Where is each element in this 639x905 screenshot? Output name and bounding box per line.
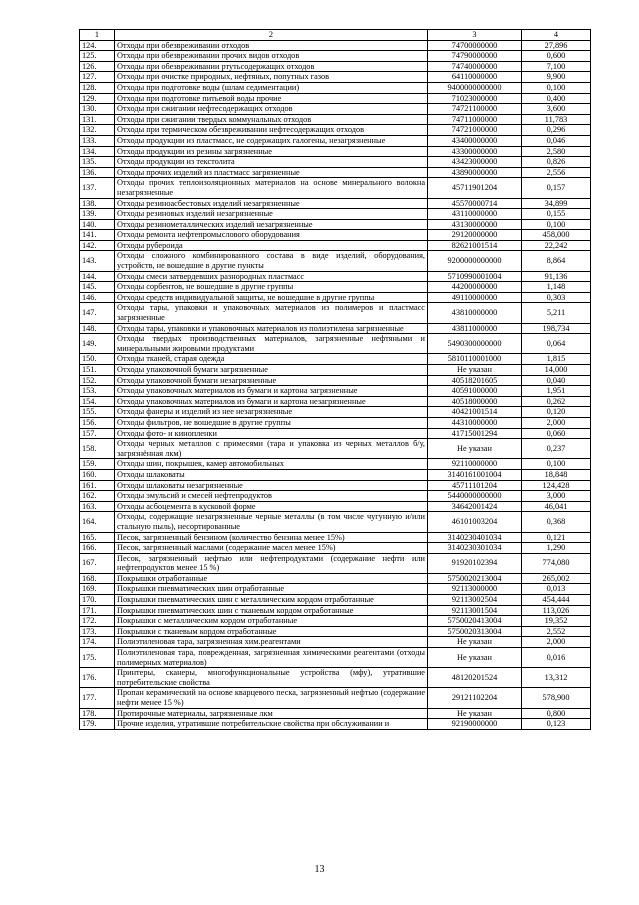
waste-name: Отходы тары, упаковки и упаковочных материалов из полимеров и пластмасс загрязненные	[115, 303, 428, 323]
row-number: 169.	[80, 584, 115, 595]
waste-name: Отходы фанеры и изделий из нее незагрязненные	[115, 407, 428, 418]
waste-name: Отходы при обезвреживании прочих видов отходов	[115, 51, 428, 62]
waste-amount: 0,296	[522, 125, 591, 136]
table-row	[80, 167, 591, 178]
table-row	[80, 230, 591, 241]
table-row	[80, 178, 591, 198]
waste-code: 43110000000	[428, 209, 522, 220]
waste-name: Отходы резинометаллических изделий незагрязненные	[115, 219, 428, 230]
row-number: 139.	[80, 209, 115, 220]
table-row	[80, 386, 591, 397]
waste-name: Покрышки с металлическим кордом отработанные	[115, 616, 428, 627]
waste-amount: 0,826	[522, 157, 591, 168]
waste-code: 74790000000	[428, 51, 522, 62]
waste-code: 43400000000	[428, 135, 522, 146]
table-row	[80, 219, 591, 230]
waste-code: 29121102204	[428, 688, 522, 708]
waste-code: 45711101204	[428, 480, 522, 491]
waste-code: 91920102394	[428, 553, 522, 573]
waste-name: Отходы прочих изделий из пластмасс загрязненные	[115, 167, 428, 178]
waste-amount: 27,896	[522, 40, 591, 51]
waste-name: Отходы тары, упаковки и упаковочных материалов из полиэтилена загрязненные	[115, 323, 428, 334]
table-row	[80, 61, 591, 72]
waste-amount: 0,120	[522, 407, 591, 418]
table-row	[80, 428, 591, 439]
waste-code: 43130000000	[428, 219, 522, 230]
waste-amount: 2,552	[522, 626, 591, 637]
waste-amount: 3,600	[522, 104, 591, 115]
column-number-row	[80, 30, 591, 41]
waste-code: 41715001294	[428, 428, 522, 439]
waste-code: 48120201524	[428, 668, 522, 688]
table-row	[80, 719, 591, 730]
waste-name: Отходы упаковочных материалов из бумаги и картона незагрязненные	[115, 396, 428, 407]
waste-code: 40421001514	[428, 407, 522, 418]
waste-amount: 0,100	[522, 219, 591, 230]
waste-code: 5810110001000	[428, 354, 522, 365]
table-row	[80, 72, 591, 83]
column-number: 2	[115, 30, 428, 41]
table-row	[80, 240, 591, 251]
waste-amount: 0,800	[522, 708, 591, 719]
waste-name: Отходы смеси затвердевших разнородных пластмасс	[115, 271, 428, 282]
table-row	[80, 469, 591, 480]
waste-amount: 454,444	[522, 595, 591, 606]
waste-name: Отходы при сжигании твердых коммунальных отходов	[115, 114, 428, 125]
waste-code: 3140161001004	[428, 469, 522, 480]
row-number: 152.	[80, 375, 115, 386]
table-row	[80, 157, 591, 168]
waste-amount: 0,040	[522, 375, 591, 386]
waste-amount: 11,783	[522, 114, 591, 125]
row-number: 175.	[80, 648, 115, 668]
table-row	[80, 407, 591, 418]
row-number: 177.	[80, 688, 115, 708]
table-row	[80, 365, 591, 376]
waste-name: Отходы продукции из пластмасс, не содержащих галогены, незагрязненные	[115, 135, 428, 146]
waste-name: Отходы, содержащие незагрязненные черные металлы (в том числе чугунную и/или стальную пыль), несортированные	[115, 512, 428, 532]
waste-amount: 0,060	[522, 428, 591, 439]
waste-amount: 0,013	[522, 584, 591, 595]
table-row	[80, 459, 591, 470]
waste-code: 49110000000	[428, 292, 522, 303]
waste-name: Отходы шлаковаты незагрязненные	[115, 480, 428, 491]
table-row	[80, 354, 591, 365]
waste-code: 45570000714	[428, 198, 522, 209]
waste-amount: 2,580	[522, 146, 591, 157]
waste-amount: 0,600	[522, 51, 591, 62]
waste-code: Не указан	[428, 439, 522, 459]
table-row	[80, 480, 591, 491]
row-number: 140.	[80, 219, 115, 230]
waste-code: 44310000000	[428, 417, 522, 428]
waste-amount: 46,041	[522, 501, 591, 512]
waste-amount: 1,815	[522, 354, 591, 365]
row-number: 155.	[80, 407, 115, 418]
table-row	[80, 93, 591, 104]
row-number: 170.	[80, 595, 115, 606]
row-number: 156.	[80, 417, 115, 428]
waste-amount: 0,121	[522, 532, 591, 543]
row-number: 158.	[80, 439, 115, 459]
waste-amount: 0,157	[522, 178, 591, 198]
waste-name: Отходы рубероида	[115, 240, 428, 251]
table-row	[80, 512, 591, 532]
row-number: 143.	[80, 251, 115, 271]
waste-name: Отходы упаковочной бумаги незагрязненные	[115, 375, 428, 386]
table-row	[80, 616, 591, 627]
waste-code: 74721100000	[428, 104, 522, 115]
row-number: 165.	[80, 532, 115, 543]
waste-name: Отходы фильтров, не вошедшие в другие группы	[115, 417, 428, 428]
waste-code: 92113000000	[428, 584, 522, 595]
table-row	[80, 688, 591, 708]
waste-amount: 0,046	[522, 135, 591, 146]
waste-amount: 124,428	[522, 480, 591, 491]
waste-code: 43890000000	[428, 167, 522, 178]
waste-code: 92113001504	[428, 605, 522, 616]
waste-code: 92190000000	[428, 719, 522, 730]
waste-amount: 0,016	[522, 648, 591, 668]
waste-name: Покрышки отработанные	[115, 573, 428, 584]
waste-code: 82621001514	[428, 240, 522, 251]
waste-amount: 0,064	[522, 334, 591, 354]
table-row	[80, 51, 591, 62]
waste-name: Отходы резиноасбестовых изделий незагрязненные	[115, 198, 428, 209]
row-number: 159.	[80, 459, 115, 470]
row-number: 135.	[80, 157, 115, 168]
table-row	[80, 292, 591, 303]
waste-code: 3140230301034	[428, 543, 522, 554]
waste-code: 5750020313004	[428, 626, 522, 637]
row-number: 173.	[80, 626, 115, 637]
waste-code: 44200000000	[428, 282, 522, 293]
waste-name: Отходы сорбентов, не вошедшие в другие группы	[115, 282, 428, 293]
row-number: 148.	[80, 323, 115, 334]
row-number: 154.	[80, 396, 115, 407]
row-number: 144.	[80, 271, 115, 282]
waste-code: 5710990001004	[428, 271, 522, 282]
waste-name: Отходы при подготовке воды (шлам седиментации)	[115, 82, 428, 93]
waste-amount: 1,148	[522, 282, 591, 293]
waste-code: 43810000000	[428, 303, 522, 323]
table-row	[80, 626, 591, 637]
waste-amount: 3,000	[522, 491, 591, 502]
waste-code: 3140230401034	[428, 532, 522, 543]
waste-name: Полиэтиленовая тара, поврежденная, загрязненная химическими реагентами (отходы полимерных материалов)	[115, 648, 428, 668]
page-number: 13	[314, 864, 325, 875]
waste-name: Отходы упаковочной бумаги загрязненные	[115, 365, 428, 376]
table-row	[80, 334, 591, 354]
waste-amount: 0,400	[522, 93, 591, 104]
table-row	[80, 303, 591, 323]
table-row	[80, 584, 591, 595]
table-row	[80, 396, 591, 407]
waste-amount: 458,000	[522, 230, 591, 241]
waste-amount: 0,237	[522, 439, 591, 459]
waste-code: 46101003204	[428, 512, 522, 532]
waste-code: 5750020213004	[428, 573, 522, 584]
waste-name: Песок, загрязненный нефтью или нефтепродуктами (содержание нефти или нефтепродуктов менее 15 %)	[115, 553, 428, 573]
table-row	[80, 125, 591, 136]
row-number: 133.	[80, 135, 115, 146]
waste-code: 5750020413004	[428, 616, 522, 627]
waste-name: Покрышки пневматических шин с металлическим кордом отработанные	[115, 595, 428, 606]
waste-code: 5490300000000	[428, 334, 522, 354]
waste-name: Покрышки пневматических шин отработанные	[115, 584, 428, 595]
waste-name: Пропан керамический на основе кварцевого песка, загрязненный нефтью (содержание нефти менее 15 %)	[115, 688, 428, 708]
waste-name: Отходы эмульсий и смесей нефтепродуктов	[115, 491, 428, 502]
waste-amount: 18,848	[522, 469, 591, 480]
waste-code: 74711000000	[428, 114, 522, 125]
waste-code: 40518201605	[428, 375, 522, 386]
waste-code: 29120000000	[428, 230, 522, 241]
table-row	[80, 323, 591, 334]
waste-amount: 2,000	[522, 417, 591, 428]
waste-code: 43300000000	[428, 146, 522, 157]
table-row	[80, 82, 591, 93]
waste-code: 92113002504	[428, 595, 522, 606]
row-number: 134.	[80, 146, 115, 157]
waste-amount: 34,899	[522, 198, 591, 209]
waste-amount: 0,262	[522, 396, 591, 407]
waste-name: Песок, загрязненный бензином (количество бензина менее 15%)	[115, 532, 428, 543]
waste-amount: 0,155	[522, 209, 591, 220]
row-number: 160.	[80, 469, 115, 480]
waste-code: 40518000000	[428, 396, 522, 407]
waste-name: Отходы продукции из текстолита	[115, 157, 428, 168]
table-row	[80, 648, 591, 668]
table-row	[80, 573, 591, 584]
waste-code: 74721000000	[428, 125, 522, 136]
waste-amount: 8,864	[522, 251, 591, 271]
waste-name: Отходы твердых производственных материалов, загрязненные нефтяными и минеральными жировыми продуктами	[115, 334, 428, 354]
waste-code: 43811000000	[428, 323, 522, 334]
waste-code: 74700000000	[428, 40, 522, 51]
waste-amount: 774,080	[522, 553, 591, 573]
waste-code: 34642001424	[428, 501, 522, 512]
waste-amount: 7,100	[522, 61, 591, 72]
waste-amount: 1,951	[522, 386, 591, 397]
waste-code: 43423000000	[428, 157, 522, 168]
waste-amount: 91,136	[522, 271, 591, 282]
row-number: 167.	[80, 553, 115, 573]
waste-name: Протирочные материалы, загрязненные лкм	[115, 708, 428, 719]
waste-code: 9200000000000	[428, 251, 522, 271]
waste-name: Отходы при термическом обезвреживании нефтесодержащих отходов	[115, 125, 428, 136]
waste-amount: 0,100	[522, 82, 591, 93]
row-number: 129.	[80, 93, 115, 104]
table-row	[80, 146, 591, 157]
waste-amount: 0,368	[522, 512, 591, 532]
waste-amount: 14,000	[522, 365, 591, 376]
waste-amount: 113,026	[522, 605, 591, 616]
row-number: 132.	[80, 125, 115, 136]
row-number: 164.	[80, 512, 115, 532]
waste-name: Отходы прочих теплоизоляционных материалов на основе минерального волокна незагрязненные	[115, 178, 428, 198]
waste-code: 45711901204	[428, 178, 522, 198]
row-number: 163.	[80, 501, 115, 512]
waste-name: Покрышки пневматических шин с тканевым кордом отработанные	[115, 605, 428, 616]
waste-code: 74740000000	[428, 61, 522, 72]
waste-name: Отходы асбоцемента в кусковой форме	[115, 501, 428, 512]
waste-name: Отходы резиновых изделий незагрязненные	[115, 209, 428, 220]
table-row	[80, 282, 591, 293]
waste-amount: 1,290	[522, 543, 591, 554]
table-row	[80, 543, 591, 554]
row-number: 127.	[80, 72, 115, 83]
waste-amount: 265,002	[522, 573, 591, 584]
waste-name: Отходы черных металлов с примесями (тара и упаковка из черных металлов б/у, загрязнённая лкм)	[115, 439, 428, 459]
row-number: 149.	[80, 334, 115, 354]
waste-code: Не указан	[428, 708, 522, 719]
row-number: 125.	[80, 51, 115, 62]
table-row	[80, 271, 591, 282]
row-number: 157.	[80, 428, 115, 439]
waste-code: 71023000000	[428, 93, 522, 104]
table-row	[80, 417, 591, 428]
waste-name: Отходы фото- и кинопленки	[115, 428, 428, 439]
waste-name: Отходы средств индивидуальной защиты, не вошедшие в другие группы	[115, 292, 428, 303]
waste-amount: 13,312	[522, 668, 591, 688]
waste-amount: 9,900	[522, 72, 591, 83]
row-number: 162.	[80, 491, 115, 502]
column-number: 3	[428, 30, 522, 41]
waste-amount: 578,900	[522, 688, 591, 708]
waste-name: Отходы тканей, старая одежда	[115, 354, 428, 365]
row-number: 161.	[80, 480, 115, 491]
waste-name: Отходы сложного комбинированного состава в виде изделий, оборудования, устройств, не вошедшие в другие пункты	[115, 251, 428, 271]
waste-table-sheet	[79, 29, 591, 730]
row-number: 136.	[80, 167, 115, 178]
row-number: 137.	[80, 178, 115, 198]
table-row	[80, 375, 591, 386]
waste-name: Отходы продукции из резины загрязненные	[115, 146, 428, 157]
row-number: 151.	[80, 365, 115, 376]
row-number: 141.	[80, 230, 115, 241]
table-row	[80, 114, 591, 125]
row-number: 124.	[80, 40, 115, 51]
waste-name: Отходы ремонта нефтепромыслового оборудования	[115, 230, 428, 241]
waste-amount: 0,100	[522, 459, 591, 470]
waste-code: 9400000000000	[428, 82, 522, 93]
row-number: 171.	[80, 605, 115, 616]
waste-table	[79, 29, 591, 730]
waste-name: Отходы при очистке природных, нефтяных, попутных газов	[115, 72, 428, 83]
table-row	[80, 708, 591, 719]
row-number: 166.	[80, 543, 115, 554]
table-row	[80, 605, 591, 616]
row-number: 147.	[80, 303, 115, 323]
row-number: 150.	[80, 354, 115, 365]
table-row	[80, 491, 591, 502]
waste-amount: 2,556	[522, 167, 591, 178]
waste-amount: 0,303	[522, 292, 591, 303]
table-row	[80, 209, 591, 220]
waste-name: Отходы упаковочных материалов из бумаги и картона загрязненные	[115, 386, 428, 397]
waste-amount: 22,242	[522, 240, 591, 251]
table-row	[80, 637, 591, 648]
table-row	[80, 595, 591, 606]
row-number: 176.	[80, 668, 115, 688]
waste-name: Отходы при обезвреживании отходов	[115, 40, 428, 51]
waste-code: 5440000000000	[428, 491, 522, 502]
waste-amount: 198,734	[522, 323, 591, 334]
waste-name: Отходы при подготовке питьевой воды прочие	[115, 93, 428, 104]
row-number: 178.	[80, 708, 115, 719]
waste-name: Отходы при сжигании нефтесодержащих отходов	[115, 104, 428, 115]
waste-code: 64110000000	[428, 72, 522, 83]
table-row	[80, 104, 591, 115]
row-number: 153.	[80, 386, 115, 397]
table-row	[80, 532, 591, 543]
row-number: 130.	[80, 104, 115, 115]
table-row	[80, 501, 591, 512]
row-number: 145.	[80, 282, 115, 293]
row-number: 172.	[80, 616, 115, 627]
waste-name: Песок, загрязненный маслами (содержание масел менее 15%)	[115, 543, 428, 554]
waste-name: Покрышки с тканевым кордом отработанные	[115, 626, 428, 637]
waste-code: Не указан	[428, 648, 522, 668]
waste-name: Прочие изделия, утратившие потребительские свойства при обслуживании и	[115, 719, 428, 730]
row-number: 179.	[80, 719, 115, 730]
row-number: 168.	[80, 573, 115, 584]
table-row	[80, 198, 591, 209]
waste-table-body	[80, 30, 591, 730]
waste-code: Не указан	[428, 365, 522, 376]
waste-amount: 0,123	[522, 719, 591, 730]
row-number: 128.	[80, 82, 115, 93]
row-number: 174.	[80, 637, 115, 648]
waste-amount: 5,211	[522, 303, 591, 323]
waste-name: Отходы шлаковаты	[115, 469, 428, 480]
waste-name: Принтеры, сканеры, многофункциональные устройства (мфу), утратившие потребительские свойства	[115, 668, 428, 688]
waste-amount: 19,352	[522, 616, 591, 627]
waste-name: Полиэтиленовая тара, загрязненная хим.реагентами	[115, 637, 428, 648]
row-number: 142.	[80, 240, 115, 251]
table-row	[80, 135, 591, 146]
table-row	[80, 439, 591, 459]
row-number: 138.	[80, 198, 115, 209]
row-number: 146.	[80, 292, 115, 303]
table-row	[80, 668, 591, 688]
row-number: 126.	[80, 61, 115, 72]
column-number: 1	[80, 30, 115, 41]
row-number: 131.	[80, 114, 115, 125]
table-row	[80, 553, 591, 573]
waste-code: 40591000000	[428, 386, 522, 397]
waste-code: 92110000000	[428, 459, 522, 470]
waste-amount: 2,000	[522, 637, 591, 648]
waste-code: Не указан	[428, 637, 522, 648]
waste-name: Отходы при обезвреживании ртутьсодержащих отходов	[115, 61, 428, 72]
table-row	[80, 251, 591, 271]
column-number: 4	[522, 30, 591, 41]
waste-name: Отходы шин, покрышек, камер автомобильных	[115, 459, 428, 470]
table-row	[80, 40, 591, 51]
